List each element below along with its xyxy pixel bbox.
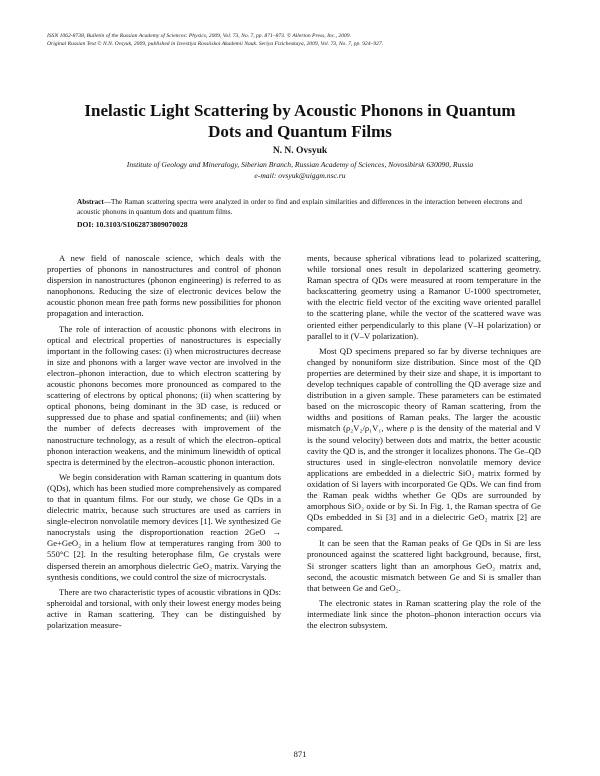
article-title (60, 100, 540, 142)
journal-header (47, 32, 557, 48)
body-paragraph: We begin consideration with Raman scattering in quantum dots (QDs), which has been studied more comprehensively as compared to that in quantum films. For our study, we chose Ge QDs in a dielectric matrix, because such structures are used as carriers in single-electron nonvolatile memory devices [1]. We synthesized Ge nanocrystals using the disproportionation reaction 2GeO → Ge+GeO₂ in a helium flow at temperatures ranging from 300 to 550°C [2]. In the resulting heterophase film, Ge crystals were dispersed therein an amorphous dielectric GeO₂ matrix. Varying the synthesis conditions, we could control the size of microcrystals. (47, 471, 281, 582)
author-name: N. N. Ovsyuk (272, 146, 328, 156)
body-paragraph: A new field of nanoscale science, which deals with the properties of phonons in nanostructures and control of phonon dispersion in nanostructures (phonon engineering) is referred to as nanophonons. Reducing the size of electronic devices below the acoustic phonon mean free path forms new possibilities for phonon propagation and interaction. (47, 253, 281, 319)
page-number: 871 (293, 749, 307, 759)
affiliation-institute: Institute of Geology and Mineralogy, Siberian Branch, Russian Academy of Sciences, Novosibirsk 630090, Russia (126, 160, 474, 169)
abstract-text: —The Raman scattering spectra were analyzed in order to find and explain similarities and differences in the interaction between electrons and acoustic phonons in quantum dots and quantum films. (77, 198, 522, 216)
affiliation (40, 159, 560, 181)
abstract (77, 198, 522, 217)
title-line-1: Inelastic Light Scattering by Acoustic Phonons in Quantum (84, 101, 516, 120)
body-paragraph: ments, because spherical vibrations lead to polarized scattering, while torsional ones result in depolarized scattering geometry. Raman spectra of QDs were measured at room temperature in the backscattering geometry using a Ramanor U-1000 spectrometer, with the electric field vector of the exciting wave oriented parallel to the scattering plane, while the vector of the scattered wave was oriented either perpendicularly to this plane (V–H polarization) or parallel to it (V–V polarization). (307, 253, 541, 341)
left-column (47, 253, 281, 635)
doi: DOI: 10.3103/S1062873809070028 (77, 220, 188, 229)
title-line-2: Dots and Quantum Films (208, 122, 392, 141)
body-paragraph: The role of interaction of acoustic phonons with electrons in optical and electrical properties of nanostructures is especially important in the following cases: (i) when microstructures decrease in size and phonons with a larger wave vector are involved in the electron–phonon interaction, due to which electron scattering by acoustic phonons becomes more pronounced as compared to the scattering of electrons by optical phonons; (ii) when scattering by optical phonons, being dominant in the 3D case, is reduced or suppressed due to phase and spatial confinements; and (iii) when the number of defects decreases with improvement of the nanostructure technology, as a result of which the electron–optical phonon interaction weakens, and the minimum linewidth of optical spectra is determined by the electron–acoustic phonon interaction. (47, 323, 281, 467)
affiliation-email: e-mail: ovsyuk@uiggm.nsc.ru (254, 171, 346, 180)
body-paragraph: The electronic states in Raman scattering play the role of the intermediate link since the photon–phonon interaction occurs via the electron subsystem. (307, 597, 541, 630)
body-paragraph: It can be seen that the Raman peaks of Ge QDs in Si are less pronounced against the scattered light background, because, first, Si stronger scatters light than an amorphous GeO₂ matrix and, second, the acoustic mismatch between Ge and Si is smaller than that between Ge and GeO₂. (307, 538, 541, 593)
right-column (307, 253, 541, 635)
header-line-2: Original Russian Text © N.N. Ovsyuk, 2009, published in Izvestiya Rossiiskoi Akademii Nauk. Seriya Fizicheskaya, 2009, Vol. 73, No. 7, pp. 924–927. (47, 41, 384, 47)
body-paragraph: Most QD specimens prepared so far by diverse techniques are changed by nonuniform size distribution. Since most of the QD properties are determined by their size and shape, it is important to develop techniques capable of controlling the QD average size and distribution in a given sample. These parameters can be estimated based on the microscopic theory of Raman scattering, from the widths and positions of Raman peaks. The larger the acoustic mismatch (ρ₂V₂/ρ₁V₁, where ρ is the density of the material and V is the sound velocity) between dots and matrix, the better acoustic cavity the QD is, and the stronger it localizes phonons. The Ge–QD structures used in single-electron nonvolatile memory device applications are embedded in a dielectric SiO₂ matrix formed by oxidation of Si layers with incorporated Ge QDs. We can find from the Raman peak widths whether Ge QDs are surrounded by amorphous SiO₂ oxide or by Si. In Fig. 1, the Raman spectra of Ge QDs embedded in Si [3] and in a dielectric GeO₂ matrix [2] are compared. (307, 345, 541, 534)
abstract-label: Abstract (77, 198, 104, 206)
header-line-1: ISSN 1062-8738, Bulletin of the Russian Academy of Sciences: Physics, 2009, Vol. 73, No. 7, pp. 871–873. © Allerton Press, Inc., 2009. (47, 33, 351, 39)
body-paragraph: There are two characteristic types of acoustic vibrations in QDs: spheroidal and torsional, with only their lowest energy modes being active in Raman scattering. They can be distinguished by polarization measure- (47, 586, 281, 630)
